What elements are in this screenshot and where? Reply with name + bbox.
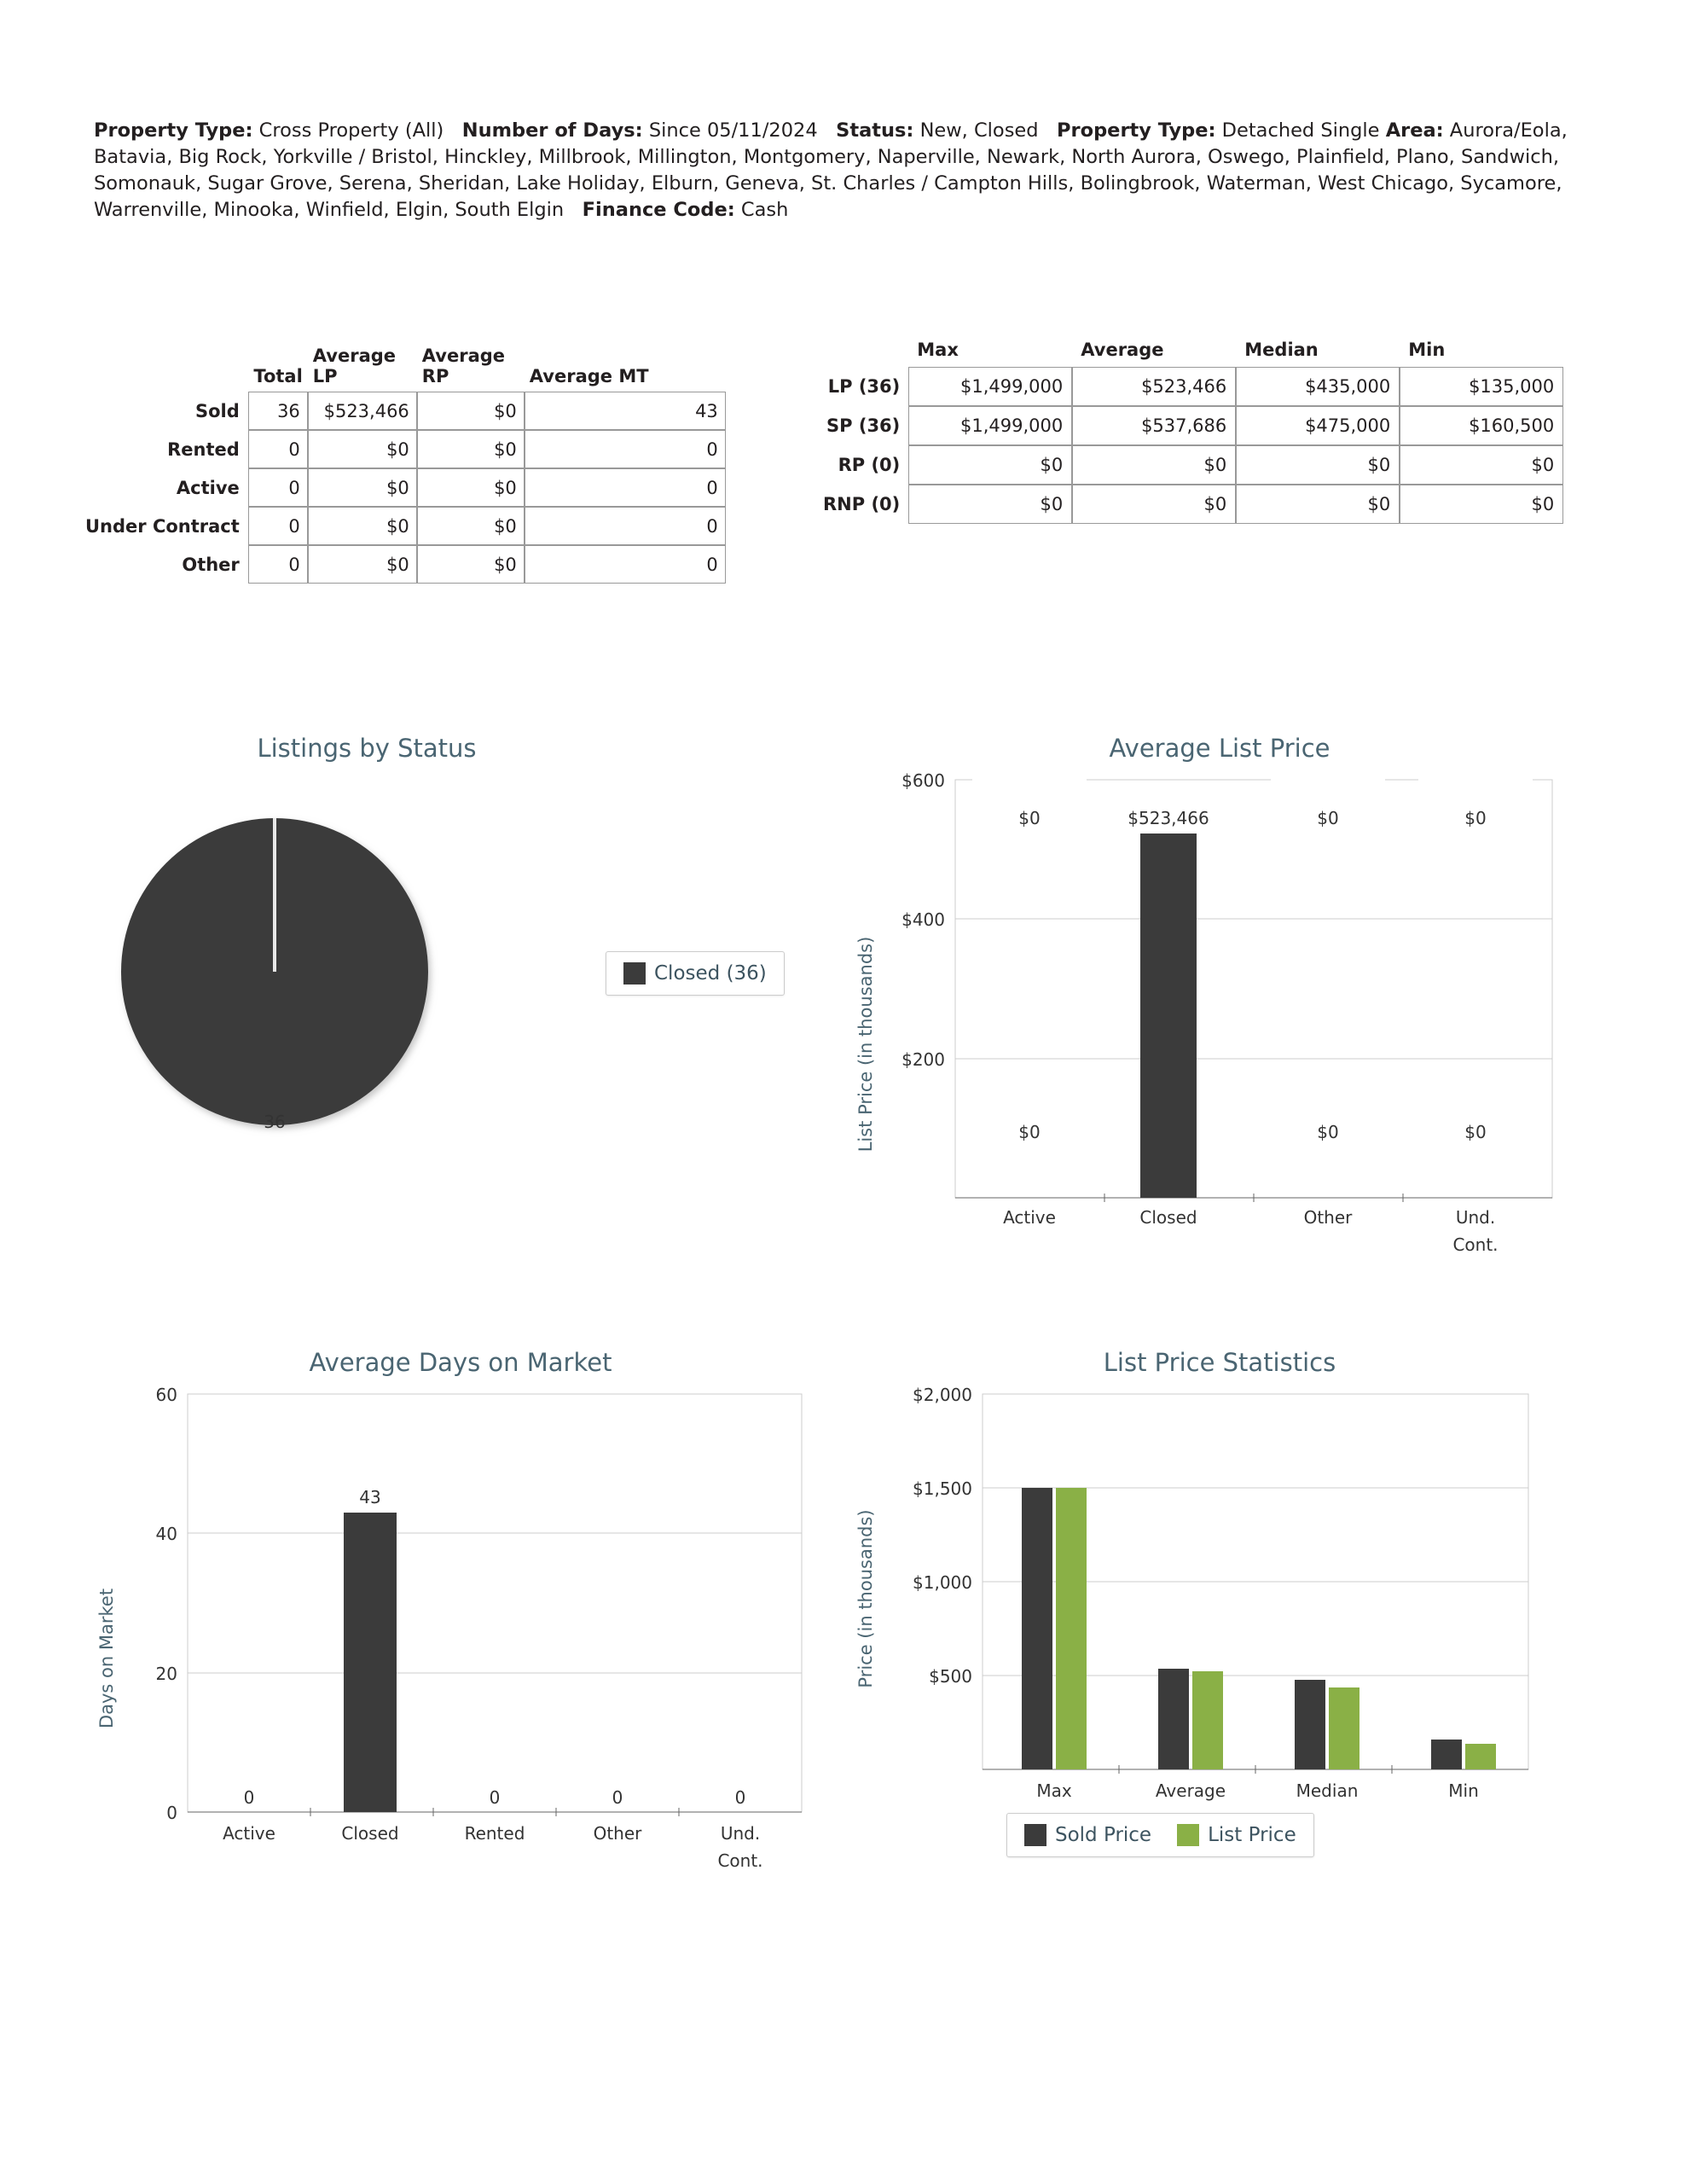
y-tick-1500: $1,500 [913,1478,972,1499]
x-tick-rented: Rented [464,1823,525,1844]
col-total: Total [253,366,303,386]
cell-active-avg-rp: $0 [417,468,525,507]
cell-sold-total: 36 [248,392,308,430]
y-axis-title: Days on Market [96,1588,117,1729]
cell-other-avg-mt: 0 [525,545,726,584]
col-average-mt: Average MT [529,366,649,386]
plot-area [188,1394,802,1812]
legend-label-closed: Closed (36) [654,962,767,985]
legend-swatch-sold-price [1024,1824,1046,1846]
cell-rented-avg-lp: $0 [308,430,417,468]
criteria-status-label: Status: [836,119,914,142]
cell-sp-average: $537,686 [1072,406,1236,445]
cell-sold-avg-mt: 43 [525,392,726,430]
x-tick-other: Other [1303,1207,1353,1228]
bar-list-max [1056,1488,1087,1769]
bar-label-und-cont: 0 [734,1787,746,1808]
cell-rnp-average: $0 [1072,485,1236,524]
criteria-number-of-days-label: Number of Days: [461,119,643,142]
cell-lp-max: $1,499,000 [908,367,1072,406]
row-label-sold: Sold [195,400,240,421]
y-tick-60: 60 [155,1385,177,1405]
row-label-sp: SP (36) [826,415,901,436]
cell-other-total: 0 [248,545,308,584]
cell-under-contract-total: 0 [248,507,308,545]
table-row [85,545,726,584]
y-tick-0: 0 [166,1803,177,1823]
table-row [823,406,1563,445]
cell-under-contract-avg-rp: $0 [417,507,525,545]
y-axis-title: List Price (in thousands) [855,936,876,1153]
table-row [85,430,726,468]
bar-sold-average [1158,1669,1189,1769]
cell-sp-max: $1,499,000 [908,406,1072,445]
criteria-status-value: New, Closed [919,119,1039,142]
x-tick-closed: Closed [1139,1207,1197,1228]
cell-rnp-median: $0 [1236,485,1400,524]
bar-label-active: 0 [243,1787,255,1808]
criteria-area-value: Aurora/Eola, Batavia, Big Rock, Yorkville / Bristol, Hinckley, Millbrook, Millington, Montgomery, Naperville, Newark, North Aurora, Oswego, Plainfield, Plano, Sandwich, Somonauk, Sugar Grove, Serena, Sheridan, Lake Holiday, Elburn, Geneva, St. Charles / Campton Hills, Bolingbrook, Waterman, West Chicago, Sycamore, Warrenville, Minooka, Winfield, Elgin, South Elgin [94,119,1568,221]
criteria-area-label: Area: [1385,119,1444,142]
x-tick-cont: Cont. [1452,1234,1499,1255]
bar-label-other: 0 [612,1787,623,1808]
search-criteria [94,118,1603,224]
average-days-on-market-chart [94,1348,827,1928]
zero-label-und-cont: $0 [1464,1122,1487,1142]
col-average-lp: Average LP [312,346,397,386]
table-row [85,507,726,545]
price-statistics-table [823,340,1563,524]
legend-swatch-closed [623,962,646,985]
bar-closed [344,1513,397,1812]
legend-swatch-list-price [1177,1824,1199,1846]
legend-item-sold-price[interactable] [1024,1824,1151,1846]
y-tick-2000: $2,000 [913,1385,972,1405]
average-days-on-market-svg [94,1377,827,1906]
cell-active-avg-lp: $0 [308,468,417,507]
x-tick-active: Active [1003,1207,1056,1228]
x-tick-und: Und. [720,1823,761,1844]
bar-sold-median [1295,1680,1325,1769]
cell-active-total: 0 [248,468,308,507]
row-label-rented: Rented [167,439,240,460]
cell-sp-median: $475,000 [1236,406,1400,445]
x-tick-cont: Cont. [717,1850,763,1871]
list-price-statistics-chart [853,1348,1586,1928]
table-row [823,485,1563,524]
x-tick-max: Max [1036,1780,1072,1801]
criteria-property-type2-label: Property Type: [1057,119,1216,142]
bar-label-active: $0 [1018,808,1041,828]
bar-label-closed: 43 [359,1487,381,1507]
x-tick-active: Active [223,1823,275,1844]
chart-title-average-days-on-market: Average Days on Market [309,1348,612,1377]
cell-rp-min: $0 [1400,445,1563,485]
cell-active-avg-mt: 0 [525,468,726,507]
col-median: Median [1244,340,1319,360]
legend-label-list-price: List Price [1208,1824,1296,1846]
x-tick-average: Average [1155,1780,1226,1801]
bar-list-min [1465,1744,1496,1769]
criteria-finance-code-label: Finance Code: [582,199,735,221]
x-tick-closed: Closed [341,1823,399,1844]
y-tick-20: 20 [155,1664,177,1684]
cell-rp-average: $0 [1072,445,1236,485]
bar-list-average [1192,1671,1223,1769]
bar-list-median [1329,1687,1359,1769]
chart-title-average-list-price: Average List Price [1109,734,1330,763]
cell-under-contract-avg-lp: $0 [308,507,417,545]
plot-area [955,780,1552,1198]
bar-sold-min [1431,1740,1462,1769]
y-tick-500: $500 [929,1666,972,1687]
criteria-property-type-value: Cross Property (All) [258,119,444,142]
summary-table [85,346,726,584]
bar-closed [1140,834,1197,1198]
average-list-price-svg [853,763,1586,1275]
listings-by-status-chart [94,734,827,1246]
cell-rented-avg-mt: 0 [525,430,726,468]
y-tick-1000: $1,000 [913,1572,972,1593]
row-label-rp: RP (0) [838,455,901,475]
cell-other-avg-rp: $0 [417,545,525,584]
col-max: Max [917,340,959,360]
table-row [823,445,1563,485]
cell-other-avg-lp: $0 [308,545,417,584]
cell-lp-average: $523,466 [1072,367,1236,406]
col-min: Min [1408,340,1446,360]
legend-label-sold-price: Sold Price [1055,1824,1152,1846]
cell-lp-median: $435,000 [1236,367,1400,406]
row-label-under-contract: Under Contract [85,515,240,537]
bar-sold-max [1022,1488,1052,1769]
row-label-other: Other [182,554,240,575]
row-label-active: Active [176,477,240,498]
table-row [823,367,1563,406]
criteria-finance-code-value: Cash [740,199,789,221]
chart-title-listings-by-status: Listings by Status [257,734,477,763]
list-price-statistics-legend [1006,1813,1314,1857]
table-header-row [823,340,1563,367]
row-label-rnp: RNP (0) [823,494,901,514]
col-average-rp: Average RP [421,346,506,386]
bar-label-und-cont: $0 [1464,808,1487,828]
table-header-row [85,346,726,392]
pie-legend [606,951,785,996]
y-tick-40: 40 [155,1524,177,1544]
criteria-property-type-label: Property Type: [94,119,253,142]
col-average: Average [1081,340,1164,360]
cell-rp-max: $0 [908,445,1072,485]
legend-box [1006,1813,1314,1857]
legend-item-closed[interactable] [623,962,767,985]
row-label-lp: LP (36) [827,376,901,397]
criteria-property-type2-value: Detached Single [1221,119,1380,142]
table-row [85,392,726,430]
zero-label-other: $0 [1317,1122,1339,1142]
x-tick-min: Min [1448,1780,1479,1801]
y-tick-600: $600 [901,770,945,791]
y-axis-title: Price (in thousands) [855,1509,876,1688]
x-tick-other: Other [593,1823,642,1844]
cell-sold-avg-lp: $523,466 [308,392,417,430]
legend-box [606,951,785,996]
zero-label-active: $0 [1018,1122,1041,1142]
criteria-number-of-days-value: Since 05/11/2024 [648,119,818,142]
x-tick-und: Und. [1455,1207,1496,1228]
bar-label-closed: $523,466 [1128,808,1209,828]
cell-rnp-max: $0 [908,485,1072,524]
average-list-price-chart [853,734,1586,1280]
chart-title-list-price-statistics: List Price Statistics [1103,1348,1336,1377]
pie-data-label-closed: 36 [264,1112,286,1132]
cell-rp-median: $0 [1236,445,1400,485]
x-tick-median: Median [1296,1780,1359,1801]
cell-sold-avg-rp: $0 [417,392,525,430]
y-tick-200: $200 [901,1049,945,1070]
cell-rented-total: 0 [248,430,308,468]
cell-rented-avg-rp: $0 [417,430,525,468]
bar-label-other: $0 [1317,808,1339,828]
table-row [85,468,726,507]
bar-label-rented: 0 [489,1787,501,1808]
cell-sp-min: $160,500 [1400,406,1563,445]
cell-lp-min: $135,000 [1400,367,1563,406]
list-price-statistics-svg [853,1377,1586,1855]
cell-rnp-min: $0 [1400,485,1563,524]
cell-under-contract-avg-mt: 0 [525,507,726,545]
legend-item-list-price[interactable] [1177,1824,1296,1846]
y-tick-400: $400 [901,909,945,930]
